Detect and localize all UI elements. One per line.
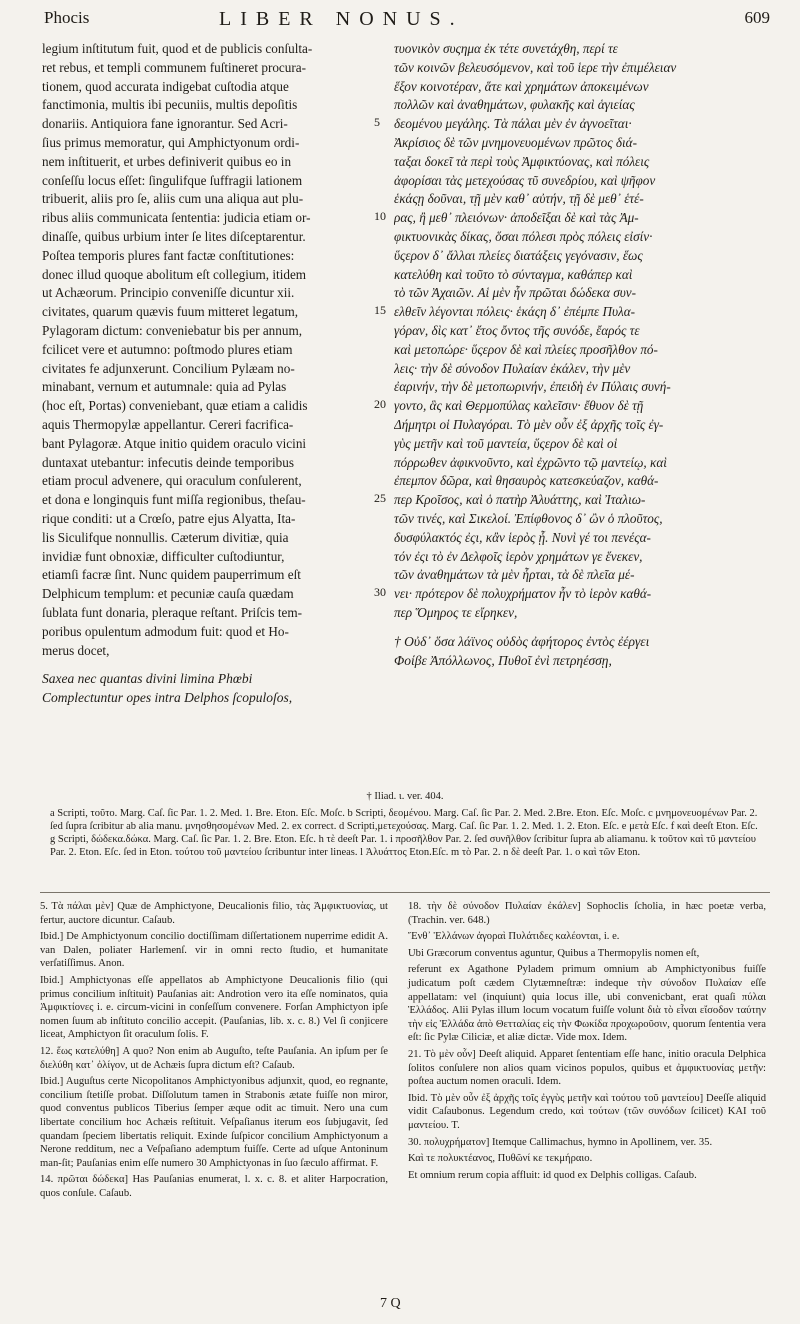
latin-line: poribus opulentum admodum fuit: quod et Ho- [42,623,289,639]
greek-verse-quote [394,633,764,671]
line-number: 30 [374,585,386,600]
greek-line: ὕςερον δ᾽ ἄλλαι πλείες διατάξεις γεγόνασιν, ἕως [394,247,643,263]
line-number: 5 [374,115,380,130]
greek-line: ταξαι δοκεῖ τὰ περὶ τοὺς Ἀμφικτύονας, καὶ πόλεις [394,153,650,169]
line-number: 10 [374,209,386,224]
greek-line: γὺς μετῆν καὶ τοῦ μαντεία, ὕςερον δὲ καὶ οἱ [394,435,618,451]
commentary-note: 5. Τὰ πάλαι μὲν] Quæ de Amphictyone, Deucalionis filio, τὰς Ἀμφικτυονίας, ut fertur, auctore dicuntur. Caſaub. [40,901,388,926]
greek-line: δεομένου μεγάλης. Τὰ πάλαι μὲν ἐν ἀγνοεῖται· [394,116,632,132]
commentary-note: 30. πολυχρήματον] Itemque Callimachus, hymno in Apollinem, ver. 35. [408,1136,713,1148]
greek-line: γοντο, ἃς καὶ Θερμοπύλας καλεῖσιν· ἔθυον δὲ τῇ [394,398,644,414]
latin-line: fcilicet vere et autumno: poſtmodo plures etiam [42,341,293,357]
latin-line: ret rebus, et templi communem fuſtineret procura- [42,59,307,75]
commentary-notes-right [408,900,766,1185]
gloss-lines [50,807,760,859]
commentary-notes-left [40,900,388,1203]
greek-verse-line: Φοίβε Ἀπόλλωνος, Πυθοῖ ἐνὶ πετρηέσσῃ, [394,652,612,668]
latin-line: nem inſtituerit, et urbes definiverit quibus eo in [42,153,292,169]
gloss-line: μετεχούσας. Marg. Caſ. ſic Par. 1. 2. Med. 1. 2. Eton. Eſc. e μετὰ Eſc. f καὶ deeſt Eton. Eſc. g Scripti, δώδεκα. [50,821,758,845]
latin-line: lis Siculifque nonnullis. Cæterum divitiæ, quia [42,529,289,545]
greek-line: ἐαρινήν, τὴν δὲ μετοπωρινήν, ἐπειδὴ ἐν Πύλαις συνή- [394,379,671,395]
greek-line: τῶν ἀναθημάτων τὰ μὲν ἦρται, τὰ δὲ πλεῖα μέ- [394,567,635,583]
latin-line: rique conditi: ut a Crœſo, patre ejus Alyatta, Ita- [42,510,296,526]
latin-line: (hoc eſt, Portas) conveniebant, quæ etiam a calidis [42,398,308,414]
commentary-note: Καὶ τε πολυκτέανος, Πυθῶνί κε τεκμήραιο. [408,1153,593,1165]
latin-verse-quote [42,670,378,708]
latin-line: ſius primus memoratur, qui Amphictyonum ordi- [42,134,300,150]
greek-line: φικτυονικὰς δίκας, ὅσαι πόλεσι πρὸς πόλεις εἰσίν· [394,228,653,244]
gloss-line: δώκα. Marg. Caſ. ſic Par. 1. 2. Bre. Eton. Eſc. h τὲ deeſt Par. 1. i προσῆλθον Par. 2. ſed συνῆλθον ſcribitur ſupra ab alia [125,834,622,845]
greek-line: νει· πρότερον δὲ πολυχρήματον ἦν τὸ ἱερὸν καθά- [394,586,652,602]
latin-line: tribuerit, aliis pro ſe, aliis cum una aliqua aut plu- [42,191,304,207]
latin-line: Poſtea temporis plures fant factæ conſtitutiones: [42,247,295,263]
greek-line: κατελύθη καὶ τοῦτο τὸ σύνταγμα, καθάπερ καὶ [394,266,633,282]
greek-line: περ Κροῖσος, καὶ ὁ πατὴρ Ἀλυάττης, καὶ Ἰταλιω- [394,492,646,508]
latin-line: civitates, quarum quævis fuum mitteret legatum, [42,304,299,320]
notes-divider [40,892,770,893]
commentary-note: Ibid.] Amphictyonas eſſe appellatos ab Amphictyone Deucalionis filio (qui primus concilium inſtituit) Pauſanias ait: Androtion vero ita eſſe nominatos, quia Ἀμφικτίονες i. e. circum-vicini in conſeſſum convenere. Forſan Amphictyon ipſe nomen ſuum ab inſtituto concilio accepit. (Pauſanias, lib. x. c. 8.) Vel ſi conjicere liceat, Amphictyon ſit oraculum ſolis. F. [40,974,388,1041]
greek-line: δυσφύλακτός ἐςι, κἂν ἱερὸς ᾖ. Νυνὶ γέ τοι πενέςα- [394,529,651,545]
latin-line: legium inſtitutum fuit, quod et de publicis conſulta- [42,41,313,56]
line-number: 15 [374,303,386,318]
greek-text-column [394,40,764,670]
gloss-title: † Iliad. ι. ver. 404. [366,791,444,802]
greek-line: ελθεῖν λέγονται πόλεις· ἑκάςη δ᾽ ἐπέμπε Πυλα- [394,304,636,320]
commentary-note: Ibid.] De Amphictyonum concilio doctiſſimam diſſertationem nuperrime edidit A. van Dalen, poliater Harlemenſ. vir in omni recto ſtudio, et humanitate verſatiſſimus. Anon. [40,931,388,970]
greek-line: λεις· τὴν δὲ σύνοδον Πυλαίαν ἐκάλεν, τὴν μὲν [394,360,631,376]
latin-line: etiamſi facræ ſint. Nunc quidem pauperrimum eſt [42,567,301,583]
latin-line: Pylagoram dictum: conveniebatur bis per annum, [42,322,303,338]
latin-line: ut Achæorum. Principio conveniſſe dicuntur xii. [42,285,295,301]
latin-line: fanctimonia, multis ibi pecuniis, multis depoſitis [42,97,298,113]
running-header [44,8,770,34]
latin-line: tionem, quod accurata indigebat cuſtodia atque [42,78,289,94]
greek-line: πολλῶν καὶ ἀναθημάτων, φυλακῆς καὶ ἁγιείας [394,97,635,113]
commentary-note: Ibid.] Auguſtus certe Nicopolitanos Amphictyonibus adjunxit, quod, eo regnante, concilium ſtetiſſe probat. Diſſolutum tamen in Strabonis ætate fuiſſe non miror, quod conventus publicos Tiberius ſemper æque odit ac timuit. Nero una cum libertate concilium hoc Achæis reſtituit. Veſpaſianus iterum eos ſubjugavit, ſed quandam ſpeciem libertatis reliquit. Exinde ſuſpicor concilium Amphictyonum a Nerone redditum, nec a Veſpaſiano ademptum fuiſſe. Certe ad uſque Antoninum man-ſit; Pauſanias enim eſſe numero 30 Amphictyonas in ſuo ſæculo affirmat. F. [40,1076,388,1169]
page-number: 609 [744,8,770,27]
greek-line: ἀφορίσαι τὰς μετεχούσας τῦ συνεδρίου, καὶ ψῆφον [394,172,656,188]
latin-line: merus docet, [42,642,110,658]
greek-line: τῶν κοινῶν βελευσόμενον, καὶ τοῦ ἱερε τὴν ἐπιμέλειαν [394,59,677,75]
latin-verse-line: Complectuntur opes intra Delphos ſcopuloſos, [42,690,293,706]
latin-line: conſeſſu locus eſſet: ſingulifque ſuffragii lationem [42,172,303,188]
commentary-note: 18. τὴν δὲ σύνοδον Πυλαίαν ἐκάλεν] Sophoclis ſcholia, in hæc poetæ verba, (Trachin. ver. 648.) [408,901,766,926]
greek-line: Δήμητρι οἱ Πυλαγόραι. Τὸ μὲν οὖν ἐξ ἀρχῆς τοῖς ἐγ- [394,416,664,432]
gloss-line: a Scripti, τοῦτο. Marg. Caſ. ſic Par. 1. 2. Med. 1. Bre. Eton. Eſc. Moſc. b Scripti, δεομένου. Marg. Caſ. ſic Par. 2. Med. 2. [50,808,556,819]
line-number: 25 [374,491,386,506]
greek-line: τὸ τῶν Ἀχαιῶν. Αἱ μὲν ἦν πρῶται δώδεκα συν- [394,285,637,301]
commentary-note: 21. Τὸ μὲν οὖν] Deeſt aliquid. Apparet ſententiam eſſe hanc, initio oracula Delphica ſolitos conſulere non alios quam vicinos populos, quibus et ἀμφικτυονίας μετῆν: poſtea auctum nomen oraculi. Idem. [408,1048,766,1088]
greek-line: τυονικὸν συςημα ἐκ τέτε συνετάχθη, περί τε [394,41,618,56]
greek-line: τῶν τινές, καὶ Σικελοί. Ἐπίφθονος δ᾽ ὢν ὁ πλοῦτος, [394,510,663,526]
greek-line: πόρρωθεν ἀφικνοῦντο, καὶ ἐχρῶντο τῷ μαντείῳ, καὶ [394,454,667,470]
latin-line: etiam procul advenere, qui oraculum conſulerent, [42,473,302,489]
latin-line: civitates fe adjunxerunt. Concilium Pylæam no- [42,360,295,376]
gloss-line: Bre. Eton. Eſc. Moſc. c μνημονευομένων Par. 2. ſed ſupra ſcribitur ab alia manu. μνησθησομένων Med. 2. ex correct. d Scripti, [50,808,758,832]
latin-line: minabant, vernum et autumnale: quia ad Pylas [42,379,287,395]
header-book-title: LIBER NONUS. [219,8,464,30]
commentary-note: Ἔνθ᾽ Ἑλλάνων ἀγοραὶ Πυλάτιδες καλέονται, i. e. [408,931,620,943]
commentary-note: 12. ἕως κατελύθη] A quo? Non enim ab Auguſto, teſte Pauſania. An ipſum per ſe διελύθη κατ᾽ ὀλίγον, ut de Achæis ſupra dictum eſt? Caſaub. [40,1045,388,1071]
greek-line: γόραν, δὶς κατ᾽ ἔτος ὄντος τῆς συνόδε, ἔαρός τε [394,322,640,338]
greek-text [394,40,764,623]
greek-line: ἕξον κοινοτέραν, ἅτε καὶ χρημάτων ἀποκειμένων [394,78,649,94]
greek-line: ἑκάςῃ δοῦναι, τῇ μὲν καθ᾽ αὐτήν, τῇ δὲ μεθ᾽ ἑτέ- [394,191,644,207]
latin-line: duntaxat utebantur: infecutis deinde temporibus [42,454,294,470]
latin-line: donariis. Antiquiora fane ignorantur. Sed Acri- [42,116,288,132]
latin-line: donec illud quoque abolitum eſt collegium, itidem [42,266,307,282]
greek-line: καὶ μετοπώρε· ὕςερον δὲ καὶ πλείες προσῆλθον πό- [394,341,658,357]
commentary-note: Ibid. Τὸ μὲν οὖν ἐξ ἀρχῆς τοῖς ἐγγὺς μετῆν καὶ τούτου τοῦ μαντείου] Deeſſe aliquid vidit Caſaubonus. Legendum credo, καὶ τούτων (τῶν συνόδων ſcilicet) ΚΑΙ τοῦ μαντείου. T. [408,1092,766,1131]
commentary-note: Et omnium rerum copia affluit: id quod ex Delphis colligas. Caſaub. [408,1169,697,1181]
latin-line: invidiæ funt obnoxiæ, difficulter cuſtodiuntur, [42,548,285,564]
latin-line: et dona e longinquis funt miſſa regionibus, theſau- [42,492,306,508]
commentary-note: 14. πρῶται δώδεκα] Has Pauſanias enumerat, l. x. c. 8. et aliter Harpocration, quos conſule. Caſaub. [40,1174,388,1199]
greek-line: ἐπεμπον δῶρα, καὶ θησαυρὸς κατεσκεύαζον, καθά- [394,473,659,489]
greek-line: ρας, ἢ μεθ᾽ πλειόνων· ἀποδεῖξαι δὲ καὶ τὰς Ἀμ- [394,210,639,226]
latin-line: bant Pylagoræ. Atque initio quidem oraculo vicini [42,435,307,451]
latin-line: ſublata funt donaria, pleraque reſtant. Priſcis tem- [42,604,302,620]
commentary-note: referunt ex Agathone Pyladem primum omnium ab Amphictyonibus fuiſſe judicatum poſt cædem Clytæmneſtræ: indeque τὴν σύνοδον Πυλαίαν eſſe appellatam: vel (inquiunt) quia locus ille, ubi convenicbant, erat quaſi πύλαι Ἑλλάδος. Alii Pylas illum locum vocatum fuiſſe volunt διὰ τὸ εἶναι εἴσοδον ταύτην τὴν εἰς Ἑλλάδα ἀπὸ Θετταλίας εἰς τὴν Φωκίδα προχωροῦσιν, quorum ſententia vera eſt: ſic Pylæ Ciliciæ, et aliæ dictæ. Vide mox. Idem. [408,964,766,1044]
line-number: 20 [374,397,386,412]
commentary-note: Ubi Græcorum conventus aguntur, Quibus a Thermopylis nomen eſt, [408,947,700,959]
variant-readings [50,790,760,859]
greek-verse-line: † Οὐδ᾽ ὅσα λάϊνος οὐδὸς ἀφήτορος ἐντὸς ἐέργει [394,633,650,649]
latin-line: ribus aliis communicata ſententia: judicia etiam or- [42,210,311,226]
latin-line: aquis Thermopylæ appellantur. Cereri facrifica- [42,416,294,432]
gloss-line: Eſc. m τὸ Par. 2. n δὲ deeſt Par. 1. o καὶ τῶν Eton. [431,847,641,858]
printer-signature: 7 Q [380,1296,401,1311]
greek-line: περ Ὅμηρος τε εἴρηκεν, [394,604,518,620]
latin-verse-line: Saxea nec quantas divini limina Phœbi [42,671,253,687]
header-region: Phocis [44,8,90,27]
latin-line: Delphicum templum: et pecuniæ cauſa quædam [42,586,294,602]
latin-translation-column [42,40,378,708]
latin-text [42,40,378,660]
gloss-line: manu. k τοῦτον καὶ τῦ μαντείου Par. 2. Eton. Eſc. ſed in Eton. τούτου τοῦ μαντείου ſcribuntur inter lineas. l Ἀλυάττος Eton. [50,834,756,858]
greek-line: Ἀκρίσιος δὲ τῶν μνημονευομένων πρῶτος διά- [394,134,637,150]
latin-line: dinaſſe, quibus urbium inter ſe lites diſceptarentur. [42,228,306,244]
greek-line: τόν ἐςι τὸ ἐν Δελφοῖς ἱερὸν χρημάτων γε ἕνεκεν, [394,548,643,564]
